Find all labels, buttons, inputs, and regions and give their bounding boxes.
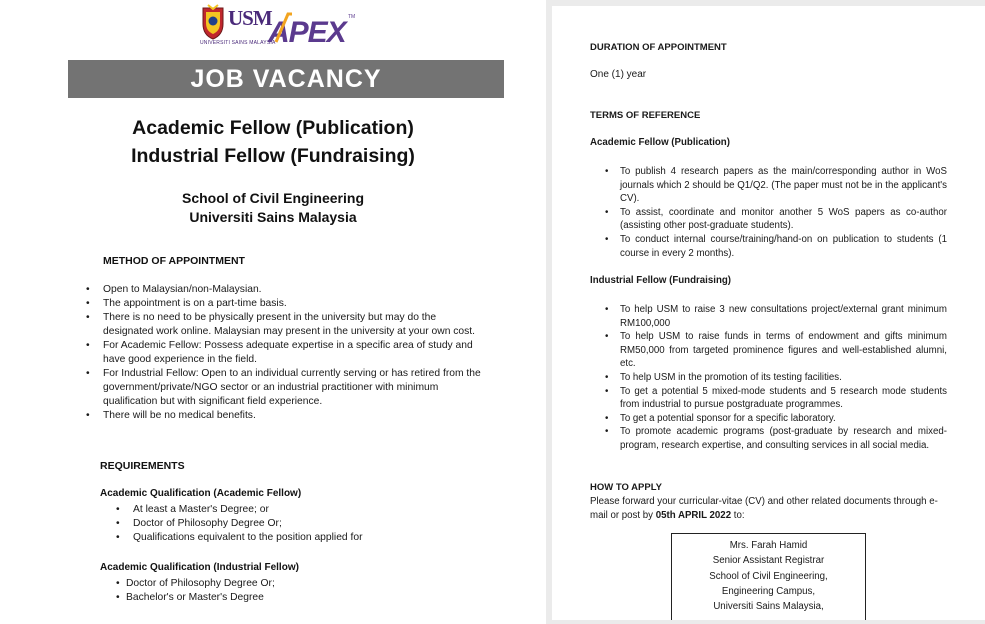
list-item: • To promote academic programs (post-graduate by research and mixed-program, research expertise, and consulting services in all social media.: [590, 425, 947, 452]
requirements-heading: REQUIREMENTS: [100, 460, 185, 472]
industrial-fellow-heading: Industrial Fellow (Fundraising): [590, 275, 732, 286]
list-item: • To assist, coordinate and monitor another 5 WoS papers as co-author (assisting other post-graduate students).: [590, 206, 947, 233]
usm-logo-text: USM: [228, 6, 272, 30]
academic-fellow-heading: Academic Fellow (Publication): [590, 137, 730, 148]
university-name: Universiti Sains Malaysia: [189, 209, 357, 225]
apply-suffix: to:: [731, 509, 745, 521]
duration-value: One (1) year: [590, 69, 647, 80]
list-item: • To help USM in the promotion of its testing facilities.: [590, 371, 947, 385]
header-logos: [200, 4, 370, 46]
list-item: • To help USM to raise 3 new consultations project/external grant minimum RM100,000: [590, 303, 947, 330]
apply-deadline: 05th APRIL 2022: [655, 509, 732, 521]
academic-qual-list: [116, 503, 496, 545]
usm-logo-subtitle: UNIVERSITI SAINS MALAYSIA: [200, 40, 276, 46]
apex-logo-text: APEX: [268, 16, 346, 46]
industrial-qual-list: [116, 577, 496, 605]
how-to-apply-heading: HOW TO APPLY: [590, 482, 662, 493]
right-document-page: [552, 6, 985, 620]
method-list: [86, 283, 486, 423]
list-item: • To publish 4 research papers as the main/corresponding author in WoS journals which 2 should be Q1/Q2. (The paper must not be in the applicant's CV).: [590, 165, 947, 206]
list-item: • To get a potential sponsor for a specific laboratory.: [590, 412, 947, 426]
academic-terms-list: [590, 165, 947, 260]
job-vacancy-banner: JOB VACANCY: [68, 60, 504, 98]
list-item: • Doctor of Philosophy Degree Or;: [116, 577, 496, 591]
academic-qual-heading: Academic Qualification (Academic Fellow): [100, 488, 302, 499]
list-item: • There will be no medical benefits.: [86, 409, 486, 423]
duration-heading: DURATION OF APPOINTMENT: [590, 42, 727, 53]
school-name: School of Civil Engineering: [181, 190, 364, 206]
list-item: • Bachelor's or Master's Degree: [116, 591, 496, 605]
contact-line: Universiti Sains Malaysia,: [713, 601, 824, 613]
list-item: • The appointment is on a part-time basis.: [86, 297, 486, 311]
contact-line: Engineering Campus,: [721, 585, 816, 597]
apply-instructions: [590, 495, 952, 522]
list-item: • To conduct internal course/training/hand-on on publication to students (1 course in every 2 months).: [590, 233, 947, 260]
list-item: • At least a Master's Degree; or: [116, 503, 496, 517]
contact-line: Mrs. Farah Hamid: [729, 540, 808, 551]
contact-address-box: [671, 533, 866, 620]
apex-logo-tm: TM: [348, 14, 356, 20]
industrial-terms-list: [590, 303, 947, 453]
apply-text: Please forward your curricular-vitae (CV) and other related documents through e-mail or post by: [590, 496, 938, 521]
contact-line: School of Civil Engineering,: [709, 570, 828, 582]
industrial-qual-heading: Academic Qualification (Industrial Fellow): [100, 562, 299, 573]
list-item: • There is no need to be physically present in the university but may do the designated work online. Malaysian may present in the university at your own cost.: [86, 311, 486, 339]
list-item: • Doctor of Philosophy Degree Or;: [116, 517, 496, 531]
contact-line: Senior Assistant Registrar: [712, 555, 825, 567]
terms-heading: TERMS OF REFERENCE: [590, 110, 701, 121]
position-title-industrial: Industrial Fellow (Fundraising): [131, 145, 415, 167]
list-item: • For Academic Fellow: Possess adequate expertise in a specific area of study and have good experience in the field.: [86, 339, 486, 367]
apex-logo: [266, 6, 358, 46]
method-heading: METHOD OF APPOINTMENT: [103, 255, 245, 267]
list-item: • To get a potential 5 mixed-mode students and 5 research mode students from industrial to pursue postgraduate programmes.: [590, 385, 947, 412]
list-item: • Qualifications equivalent to the position applied for: [116, 531, 496, 545]
list-item: • To help USM to raise funds in terms of endowment and gifts minimum RM50,000 from targeted prominence figures and well-established alumni, etc.: [590, 330, 947, 371]
usm-crest-icon: [200, 4, 226, 40]
list-item: • For Industrial Fellow: Open to an individual currently serving or has retired from the government/private/NGO sector or an industrial practitioner with minimum qualification but with significant field experience.: [86, 367, 486, 409]
position-title-academic: Academic Fellow (Publication): [132, 117, 414, 139]
list-item: • Open to Malaysian/non-Malaysian.: [86, 283, 486, 297]
